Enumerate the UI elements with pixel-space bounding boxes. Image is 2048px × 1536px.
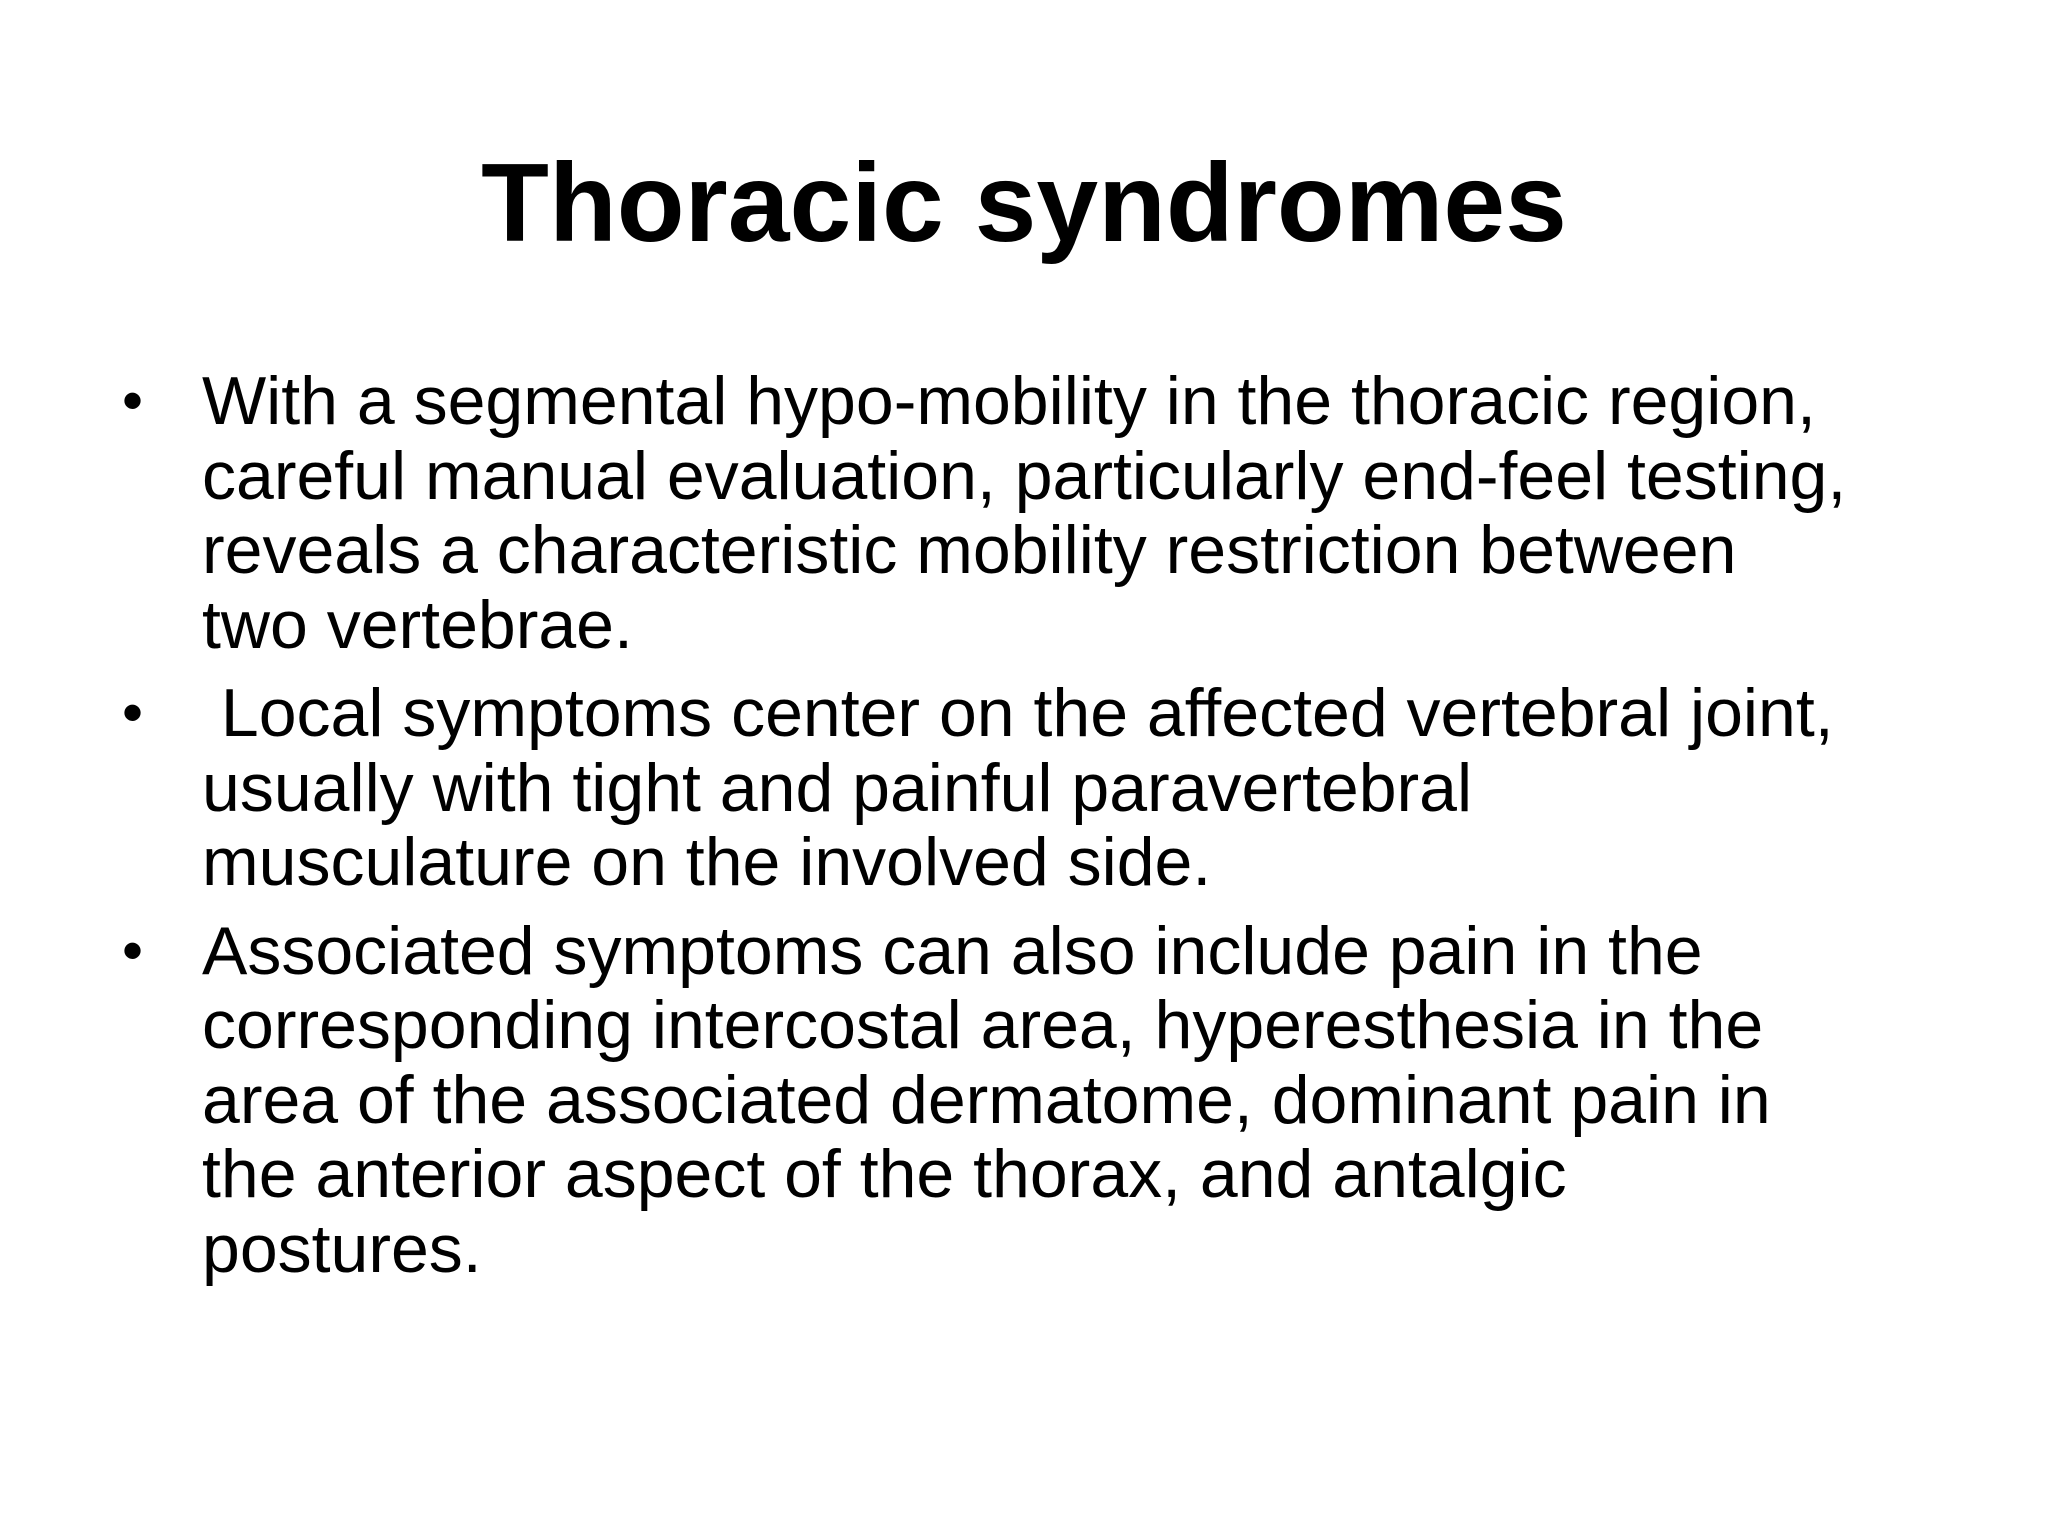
- bullet-dot-icon: •: [122, 367, 144, 434]
- bullet-item-3: [122, 914, 1962, 1287]
- bullet-item-2: [122, 676, 1962, 900]
- bullet-dot-icon: •: [122, 916, 144, 984]
- slide-title: Thoracic syndromes: [481, 141, 1567, 265]
- bullet-item-1: [122, 364, 1962, 662]
- bullet-text: With a segmental hypo-mobility in the thoracic region, careful manual evaluation, particularly end-feel testing, reveals a characteristic mobility restriction between two vertebrae.: [202, 363, 1847, 663]
- bullet-text: Local symptoms center on the affected vertebral joint, usually with tight and painful paravertebral musculature on the involved side.: [202, 675, 1834, 900]
- bullet-dot-icon: •: [122, 679, 144, 746]
- bullet-list: [122, 364, 1962, 1300]
- bullet-text: Associated symptoms can also include pain in the corresponding intercostal area, hyperesthesia in the area of the associated dermatome, dominant pain in the anterior aspect of the thorax, and antalgic postures.: [202, 912, 1771, 1287]
